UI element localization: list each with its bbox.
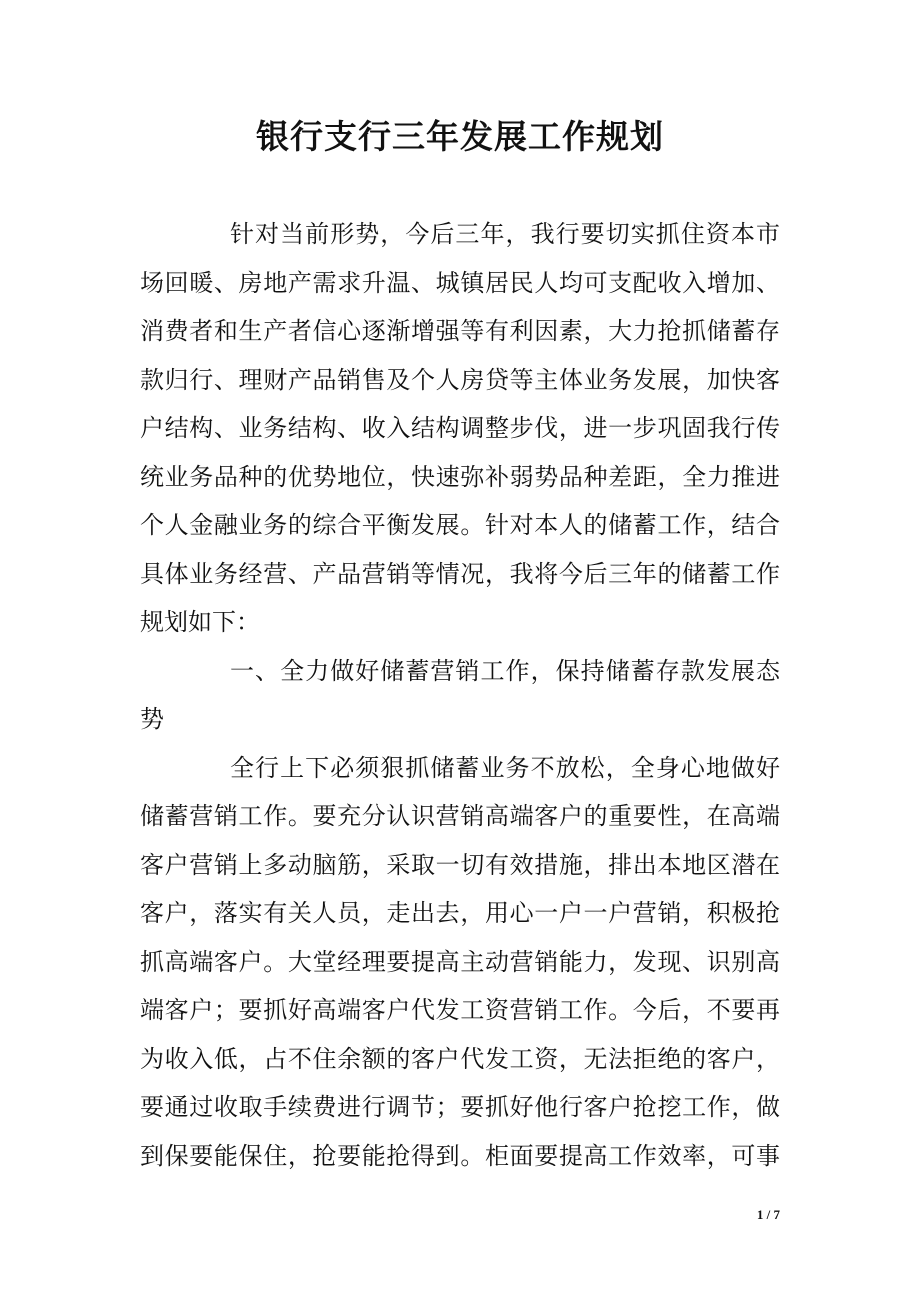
text-line: 户结构、业务结构、收入结构调整步伐，进一步巩固我行传 bbox=[140, 414, 780, 442]
document-title: 银行支行三年发展工作规划 bbox=[256, 117, 664, 156]
text-line: 为收入低，占不住余额的客户代发工资，无法拒绝的客户， bbox=[140, 1044, 780, 1073]
page-number: 1 / 7 bbox=[756, 1207, 780, 1222]
text-line: 消费者和生产者信心逐渐增强等有利因素，大力抢抓储蓄存 bbox=[140, 317, 780, 345]
text-line: 个人金融业务的综合平衡发展。针对本人的储蓄工作，结合 bbox=[140, 511, 780, 539]
section-heading-line: 势 bbox=[140, 705, 164, 733]
text-line: 场回暖、房地产需求升温、城镇居民人均可支配收入增加、 bbox=[140, 268, 780, 297]
text-line: 全行上下必须狠抓储蓄业务不放松，全身心地做好 bbox=[230, 753, 780, 782]
document-body bbox=[140, 210, 780, 1180]
section-heading-line: 一、全力做好储蓄营销工作，保持储蓄存款发展态 bbox=[230, 656, 780, 685]
text-line: 端客户；要抓好高端客户代发工资营销工作。今后，不要再 bbox=[140, 996, 780, 1024]
text-line: 针对当前形势，今后三年，我行要切实抓住资本市 bbox=[230, 220, 780, 248]
text-line: 客户，落实有关人员，走出去，用心一户一户营销，积极抢 bbox=[140, 899, 780, 927]
text-line: 储蓄营销工作。要充分认识营销高端客户的重要性，在高端 bbox=[140, 802, 780, 830]
text-line: 要通过收取手续费进行调节；要抓好他行客户抢挖工作，做 bbox=[140, 1093, 780, 1121]
text-line: 规划如下： bbox=[140, 608, 260, 636]
text-line: 客户营销上多动脑筋，采取一切有效措施，排出本地区潜在 bbox=[140, 850, 780, 879]
text-line: 款归行、理财产品销售及个人房贷等主体业务发展，加快客 bbox=[140, 365, 780, 394]
text-line: 到保要能保住，抢要能抢得到。柜面要提高工作效率，可事 bbox=[140, 1141, 780, 1170]
text-line: 抓高端客户。大堂经理要提高主动营销能力，发现、识别高 bbox=[140, 947, 780, 976]
text-line: 具体业务经营、产品营销等情况，我将今后三年的储蓄工作 bbox=[140, 559, 780, 588]
text-line: 统业务品种的优势地位，快速弥补弱势品种差距，全力推进 bbox=[140, 462, 780, 491]
